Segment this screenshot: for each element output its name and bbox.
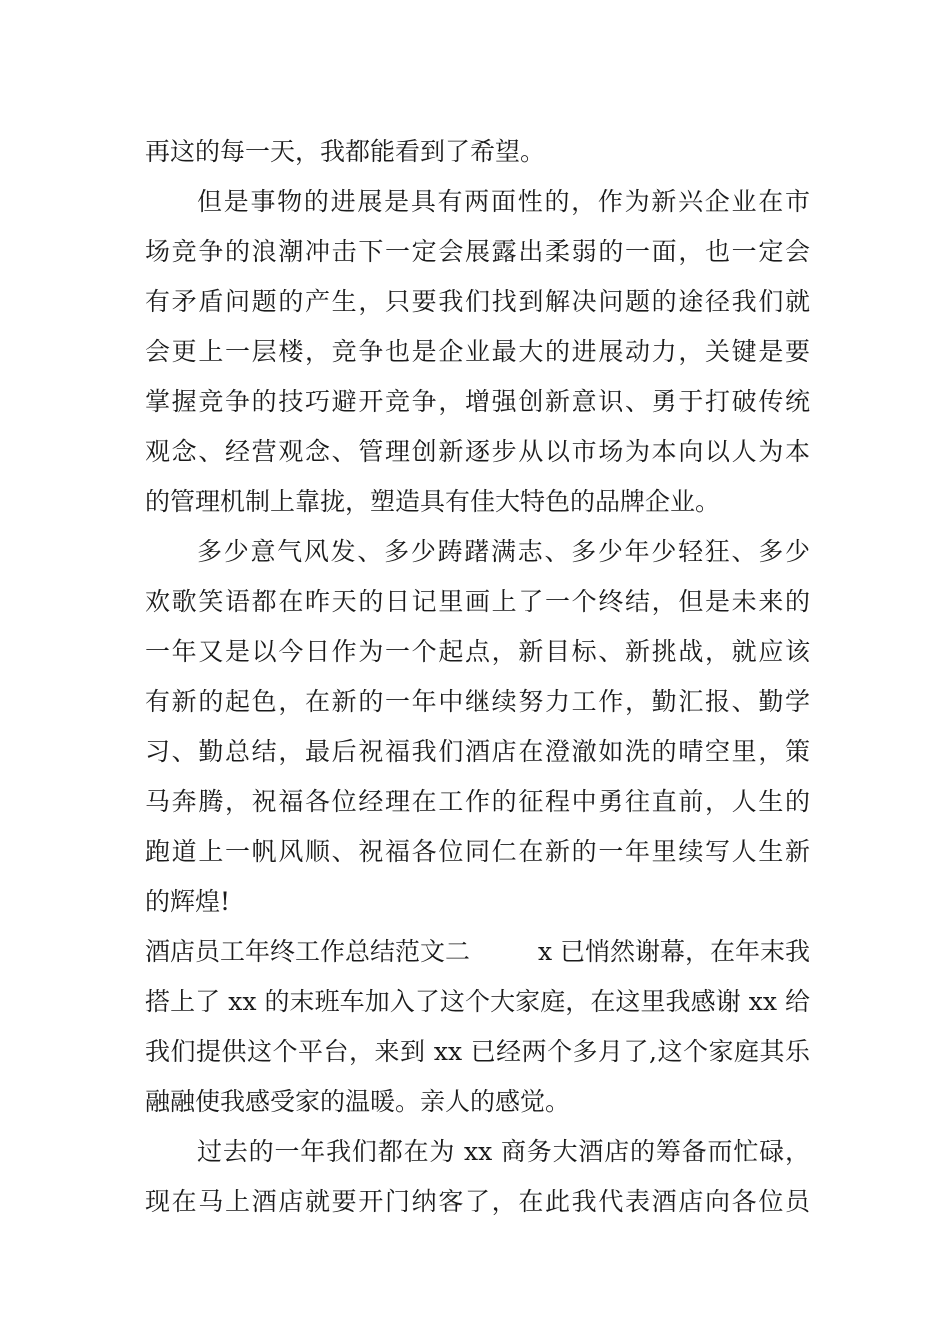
paragraph-line: 观念、经营观念、管理创新逐步从以市场为本向以人为本: [145, 437, 810, 466]
paragraph-line: x 已悄然谢幕，在年末我: [537, 937, 810, 966]
document-body: [145, 127, 810, 1227]
paragraph-line: 融融使我感受家的温暖。亲人的感觉。: [145, 1087, 571, 1116]
paragraph-line: 我们提供这个平台，来到 xx 已经两个多月了,这个家庭其乐: [145, 1037, 810, 1066]
paragraph-line: 搭上了 xx 的末班车加入了这个大家庭，在这里我感谢 xx 给: [145, 987, 810, 1016]
section-heading-line: [145, 927, 810, 977]
paragraph-line: 欢歌笑语都在昨天的日记里画上了一个终结，但是未来的: [145, 587, 810, 616]
paragraph-line: 多少意气风发、多少踌躇满志、多少年少轻狂、多少: [197, 537, 810, 566]
paragraph-line: 习、勤总结，最后祝福我们酒店在澄澈如洗的晴空里，策: [145, 737, 810, 766]
paragraph-line: 有矛盾问题的产生，只要我们找到解决问题的途径我们就: [145, 287, 810, 316]
paragraph-line: 掌握竞争的技巧避开竞争，增强创新意识、勇于打破传统: [145, 387, 810, 416]
section-title: 酒店员工年终工作总结范文二: [145, 937, 471, 966]
paragraph-line: 一年又是以今日作为一个起点，新目标、新挑战，就应该: [145, 637, 810, 666]
paragraph-line: 过去的一年我们都在为 xx 商务大酒店的筹备而忙碌，: [197, 1137, 810, 1166]
paragraph-line: 跑道上一帆风顺、祝福各位同仁在新的一年里续写人生新: [145, 837, 810, 866]
paragraph-line: 有新的起色，在新的一年中继续努力工作，勤汇报、勤学: [145, 687, 810, 716]
paragraph-line: 马奔腾，祝福各位经理在工作的征程中勇往直前，人生的: [145, 787, 810, 816]
paragraph-line: 的辉煌!: [145, 887, 231, 916]
paragraph-line: 的管理机制上靠拢，塑造具有佳大特色的品牌企业。: [145, 487, 721, 516]
paragraph-line: 再这的每一天，我都能看到了希望。: [145, 137, 546, 166]
paragraph-line: 现在马上酒店就要开门纳客了，在此我代表酒店向各位员: [145, 1187, 810, 1216]
paragraph-line: 但是事物的进展是具有两面性的，作为新兴企业在市: [197, 187, 810, 216]
paragraph-line: 场竞争的浪潮冲击下一定会展露出柔弱的一面，也一定会: [145, 237, 810, 266]
paragraph-line: 会更上一层楼，竞争也是企业最大的进展动力，关键是要: [145, 337, 810, 366]
